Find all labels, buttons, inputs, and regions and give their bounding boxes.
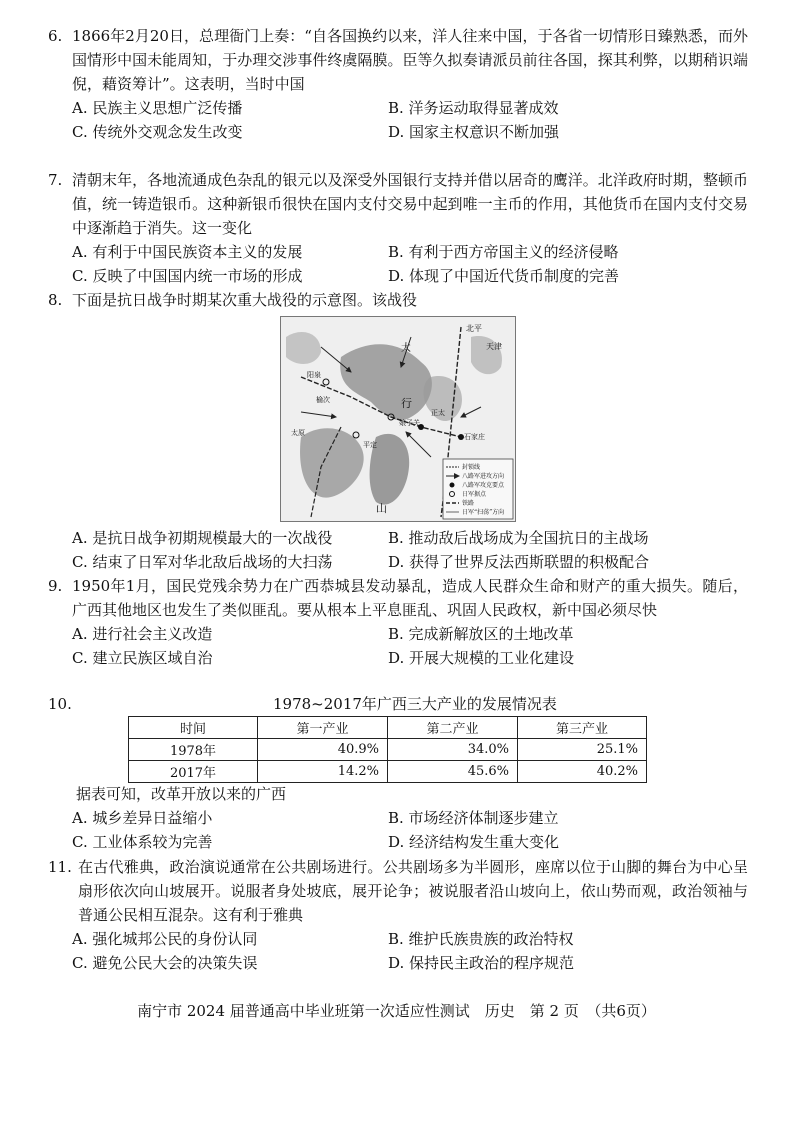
option-c[interactable]: C. 反映了中国国内统一市场的形成	[72, 267, 303, 285]
option-a[interactable]: A. 强化城邦公民的身份认同	[72, 930, 258, 948]
option-c[interactable]: C. 结束了日军对华北敌后战场的大扫荡	[72, 553, 333, 571]
option-b[interactable]: B. 完成新解放区的土地改革	[388, 625, 574, 643]
question-stem: 1866年2月20日，总理衙门上奏：“自各国换约以来，洋人往来中国，于各省一切情形日臻熟悉，而外国情形中国未能周知，于办理交涉事件终虞隔膜。臣等久拟奏请派员前往各国，探其利弊，以期稍识端倪，藉资筹计”。这表明，当时中国	[72, 27, 748, 93]
table-cell: 14.2%	[258, 761, 388, 783]
question-number: 11.	[48, 858, 72, 876]
option-d[interactable]: D. 获得了世界反法西斯联盟的积极配合	[388, 553, 650, 571]
question-10	[48, 782, 748, 854]
options	[72, 622, 748, 670]
option-c[interactable]: C. 传统外交观念发生改变	[72, 123, 243, 141]
map-label: 太	[401, 343, 411, 354]
question-9	[48, 574, 748, 670]
question-11	[48, 855, 748, 975]
question-8-options	[48, 526, 748, 574]
legend-item: 日军“扫荡”方向	[462, 509, 505, 516]
question-6	[48, 24, 748, 144]
option-b[interactable]: B. 维护氏族贵族的政治特权	[388, 930, 574, 948]
question-stem: 清朝末年，各地流通成色杂乱的银元以及深受外国银行支持并借以居奇的鹰洋。北洋政府时期，整顿币值，统一铸造银币。这种新银币很快在国内支付交易中起到唯一主币的作用，其他货币在国内支付交易中逐渐趋于消失。这一变化	[72, 171, 748, 237]
option-a[interactable]: A. 城乡差异日益缩小	[72, 809, 213, 827]
map-label: 北平	[466, 324, 482, 333]
table-cell: 40.2%	[518, 761, 647, 783]
question-number: 10.	[48, 695, 72, 713]
table-cell: 34.0%	[388, 739, 518, 761]
question-7	[48, 168, 748, 288]
map-label: 正太	[431, 409, 445, 417]
question-stem: 据表可知，改革开放以来的广西	[76, 785, 287, 803]
option-b[interactable]: B. 洋务运动取得显著成效	[388, 99, 559, 117]
table-cell: 45.6%	[388, 761, 518, 783]
question-number: 8.	[48, 291, 63, 309]
option-d[interactable]: D. 开展大规模的工业化建设	[388, 649, 575, 667]
table-header: 第三产业	[518, 717, 647, 739]
question-number: 7.	[48, 171, 63, 189]
question-stem: 1950年1月，国民党残余势力在广西恭城县发动暴乱，造成人民群众生命和财产的重大损失。随后，广西其他地区也发生了类似匪乱。要从根本上平息匪乱、巩固人民政权，新中国必须尽快	[72, 577, 748, 619]
map-label: 山	[376, 502, 387, 515]
map-label: 娘子关	[399, 419, 420, 427]
option-b[interactable]: B. 市场经济体制逐步建立	[388, 809, 559, 827]
options	[72, 806, 748, 854]
legend-item: 铁路	[462, 500, 475, 507]
options	[72, 526, 748, 574]
question-8	[48, 288, 748, 312]
option-a[interactable]: A. 民族主义思想广泛传播	[72, 99, 243, 117]
table-header-row	[129, 717, 647, 739]
option-c[interactable]: C. 建立民族区域自治	[72, 649, 213, 667]
table-cell: 25.1%	[518, 739, 647, 761]
question-stem: 下面是抗日战争时期某次重大战役的示意图。该战役	[72, 291, 418, 309]
legend-item: 八路军进攻方向	[462, 473, 505, 480]
question-number: 6.	[48, 27, 63, 45]
option-d[interactable]: D. 经济结构发生重大变化	[388, 833, 560, 851]
map-label: 行	[401, 397, 412, 410]
option-d[interactable]: D. 国家主权意识不断加强	[388, 123, 560, 141]
option-a[interactable]: A. 进行社会主义改造	[72, 625, 213, 643]
table-cell: 2017年	[129, 761, 258, 783]
option-d[interactable]: D. 保持民主政治的程序规范	[388, 954, 575, 972]
option-a[interactable]: A. 有利于中国民族资本主义的发展	[72, 243, 303, 261]
question-number: 9.	[48, 577, 63, 595]
option-b[interactable]: B. 推动敌后战场成为全国抗日的主战场	[388, 529, 649, 547]
options	[72, 927, 748, 975]
map-label: 阳泉	[307, 371, 321, 379]
option-c[interactable]: C. 避免公民大会的决策失误	[72, 954, 258, 972]
map-label: 榆次	[316, 396, 330, 404]
table-header: 时间	[129, 717, 258, 739]
legend-item: 日军据点	[462, 491, 487, 498]
legend-item: 封锁线	[462, 464, 481, 471]
table-cell: 1978年	[129, 739, 258, 761]
legend-item: 八路军攻克要点	[462, 482, 505, 489]
page-footer: 南宁市 2024 届普通高中毕业班第一次适应性测试 历史 第 2 页 （共6页）	[137, 1002, 656, 1020]
table-header: 第一产业	[258, 717, 388, 739]
options	[72, 240, 748, 288]
option-d[interactable]: D. 体现了中国近代货币制度的完善	[388, 267, 620, 285]
battle-map-figure	[281, 317, 515, 521]
industry-table	[128, 716, 647, 783]
table-row	[129, 761, 647, 783]
options	[72, 96, 748, 144]
option-b[interactable]: B. 有利于西方帝国主义的经济侵略	[388, 243, 619, 261]
option-a[interactable]: A. 是抗日战争初期规模最大的一次战役	[72, 529, 333, 547]
table-header: 第二产业	[388, 717, 518, 739]
map-label: 天津	[486, 342, 502, 351]
table-title: 1978~2017年广西三大产业的发展情况表	[273, 695, 557, 713]
question-stem: 在古代雅典，政治演说通常在公共剧场进行。公共剧场多为半圆形，座席以位于山脚的舞台为中心呈扇形依次向山坡展开。说服者身处坡底，展开论争；被说服者沿山坡向上，依山势而观，政治领袖与普通公民相互混杂。这有利于雅典	[78, 858, 748, 924]
map-label: 太原	[291, 429, 305, 437]
table-row	[129, 739, 647, 761]
table-cell: 40.9%	[258, 739, 388, 761]
map-label: 石家庄	[464, 433, 485, 441]
option-c[interactable]: C. 工业体系较为完善	[72, 833, 213, 851]
battle-map	[280, 316, 516, 522]
map-label: 平定	[363, 441, 377, 449]
